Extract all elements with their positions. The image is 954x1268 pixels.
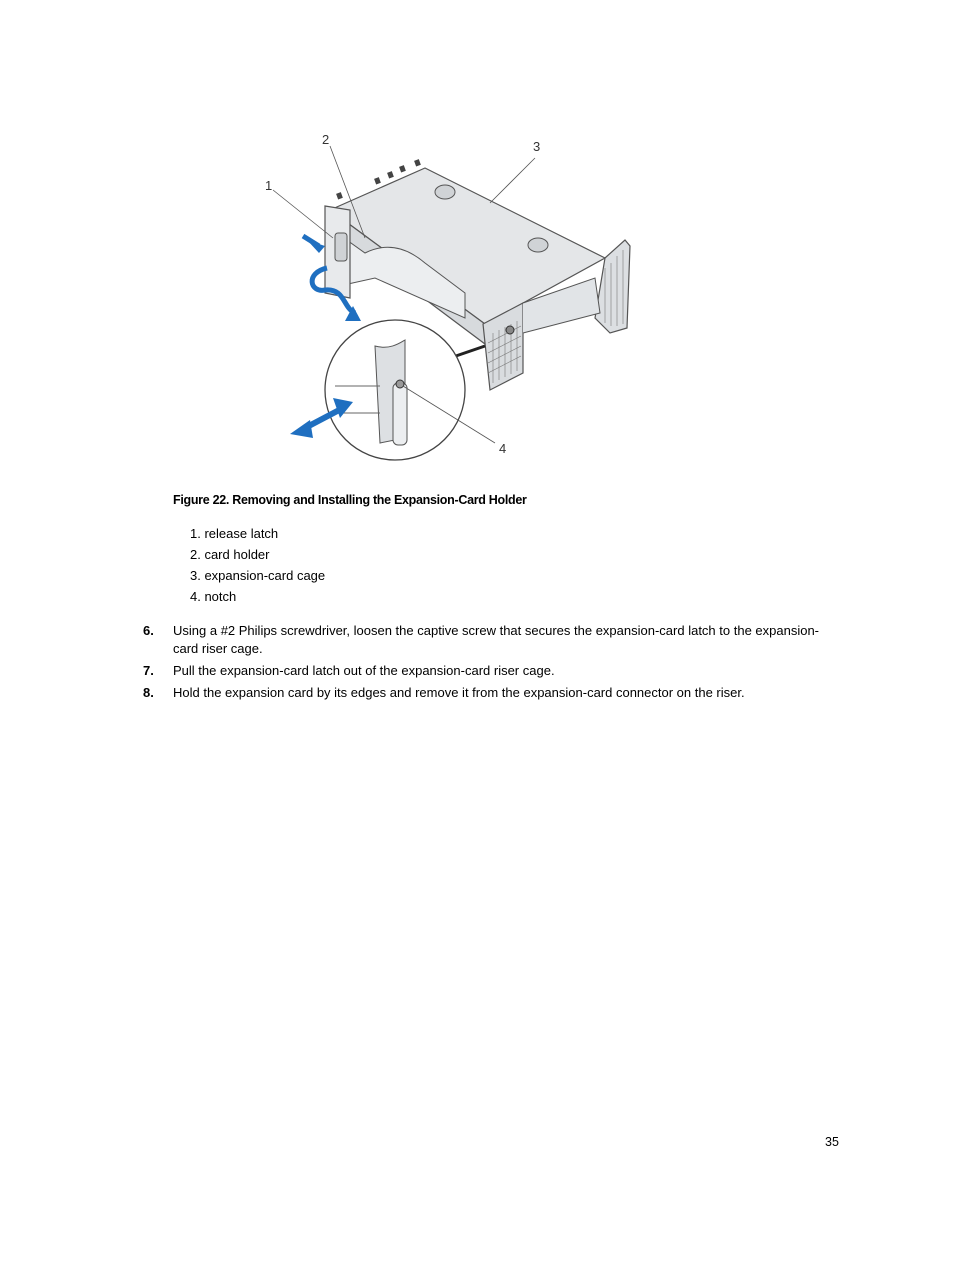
step-number: 8. <box>143 685 154 700</box>
expansion-card-holder-illustration <box>255 128 655 473</box>
step-text: Using a #2 Philips screwdriver, loosen the captive screw that secures the expansion-card latch to the expansion-card riser cage. <box>173 623 820 656</box>
step-item <box>143 684 843 702</box>
legend-item: 3. expansion-card cage <box>190 568 326 583</box>
page-number: 35 <box>825 1135 839 1149</box>
callout-4: 4 <box>499 441 507 456</box>
figure-caption: Figure 22. Removing and Installing the Expansion-Card Holder <box>173 493 527 507</box>
step-number: 6. <box>143 623 154 638</box>
callout-3: 3 <box>533 139 541 154</box>
step-item <box>143 622 843 658</box>
legend-item: 4. notch <box>190 589 237 604</box>
step-text: Pull the expansion-card latch out of the expansion-card riser cage. <box>173 663 555 678</box>
step-item <box>143 662 843 680</box>
procedure-steps <box>143 622 843 706</box>
figure-legend <box>190 525 325 609</box>
cage-drawing <box>255 128 655 473</box>
callout-2: 2 <box>322 132 330 147</box>
step-text: Hold the expansion card by its edges and remove it from the expansion-card connector on the riser. <box>173 685 745 700</box>
legend-item: 1. release latch <box>190 526 279 541</box>
legend-item: 2. card holder <box>190 547 270 562</box>
step-number: 7. <box>143 663 154 678</box>
callout-1: 1 <box>265 178 273 193</box>
